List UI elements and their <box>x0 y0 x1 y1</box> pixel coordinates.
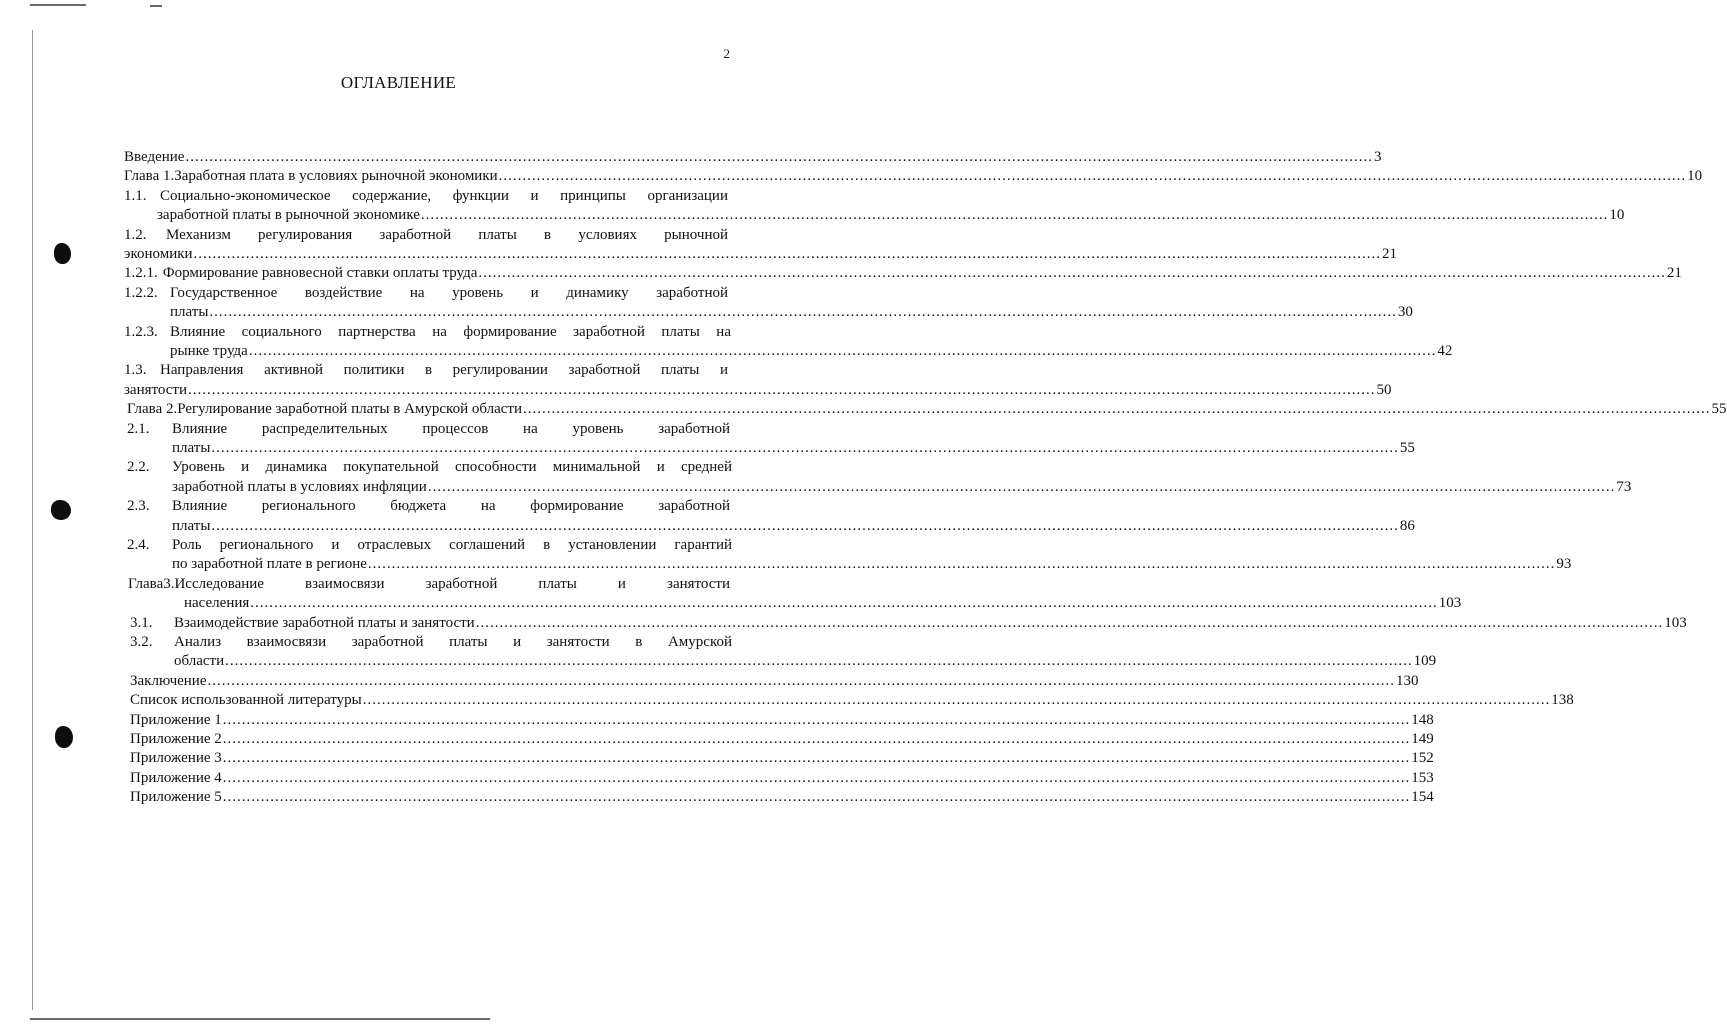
scan-edge-bottom <box>30 1018 490 1020</box>
toc-entry-2-2 <box>172 478 1632 497</box>
toc-entry-references <box>130 691 1574 710</box>
toc-entry-number: 2.1. <box>127 420 150 437</box>
toc-entry-text: Введение <box>124 149 185 165</box>
toc-leader: .......................................................................................................................................................................................................................................................... <box>185 149 1373 165</box>
punch-hole-3 <box>55 726 73 748</box>
toc-leader: .......................................................................................................................................................................................................................................................... <box>248 343 1437 359</box>
toc-entry-text: Глава 1.Заработная плата в условиях рыночной экономики <box>124 168 498 185</box>
toc-page-number: 109 <box>1413 653 1437 670</box>
toc-leader: .......................................................................................................................................................................................................................................................... <box>498 168 1687 185</box>
toc-page-number: 152 <box>1411 750 1434 767</box>
toc-page-number: 10 <box>1609 207 1625 224</box>
toc-page-number: 93 <box>1556 556 1572 573</box>
toc-leader: .......................................................................................................................................................................................................................................................... <box>222 711 1411 728</box>
page-number: 2 <box>723 46 730 61</box>
toc-leader: .......................................................................................................................................................................................................................................................... <box>222 731 1411 747</box>
toc-entry-1-2-2 <box>170 303 1413 322</box>
toc-entry-text: Формирование равновесной ставки оплаты труда <box>162 265 478 282</box>
toc-page-number: 148 <box>1411 711 1434 728</box>
toc-entry-text: области <box>174 653 225 670</box>
toc-entry-text: заработной платы в рыночной экономике <box>157 207 420 224</box>
toc-page-number: 10 <box>1687 168 1703 185</box>
toc-entry-text-line: Направления активной политики в регулировании заработной платы и <box>160 362 728 379</box>
toc-entry-text: по заработной плате в регионе <box>172 556 367 573</box>
toc-entry-text: занятости <box>124 381 187 398</box>
toc-leader: .......................................................................................................................................................................................................................................................... <box>523 401 1711 418</box>
scan-edge-left <box>32 30 33 1010</box>
toc-entry-3-1 <box>174 614 1687 633</box>
toc-entry-text: Заключение <box>130 672 207 689</box>
toc-entry-text: Глава 2.Регулирование заработной платы в Амурской области <box>127 401 523 418</box>
toc-leader: .......................................................................................................................................................................................................................................................... <box>211 517 1399 534</box>
toc-leader: .......................................................................................................................................................................................................................................................... <box>225 653 1413 670</box>
scan-edge-top-mark <box>150 5 162 7</box>
toc-entry-1-3 <box>124 381 1392 400</box>
toc-entry-number: 1.2.3. <box>124 323 158 340</box>
toc-entry-number: 1.2.2. <box>124 284 158 301</box>
toc-entry-text-line: Государственное воздействие на уровень и динамику заработной <box>170 284 728 301</box>
toc-entry-appendix-3 <box>130 749 1434 768</box>
toc-leader: .......................................................................................................................................................................................................................................................... <box>475 614 1664 631</box>
toc-entry-appendix-1 <box>130 711 1434 730</box>
toc-entry-appendix-5 <box>130 788 1434 807</box>
toc-page-number: 3 <box>1373 149 1382 165</box>
toc-entry-1-2-1 <box>124 264 1682 283</box>
toc-leader: .......................................................................................................................................................................................................................................................... <box>222 789 1411 806</box>
toc-entry-number: 1.1. <box>124 187 147 204</box>
toc-entry-text-line: Влияние социального партнерства на формирование заработной платы на <box>170 323 731 340</box>
toc-page-number: 130 <box>1396 672 1419 689</box>
toc-entry-text: Взаимодействие заработной платы и занятости <box>174 614 475 631</box>
toc-entry-3-2 <box>174 652 1437 671</box>
toc-entry-number: 3.2. <box>130 634 153 650</box>
toc-entry-number: 2.4. <box>127 537 150 553</box>
toc-page-number: 153 <box>1411 769 1434 786</box>
toc-page-number: 86 <box>1399 517 1415 534</box>
toc-entry-text: платы <box>170 304 209 321</box>
toc-entry-1-1 <box>157 206 1625 225</box>
toc-entry-text: Приложение 5 <box>130 789 222 806</box>
toc-entry-1-2 <box>124 245 1398 264</box>
toc-page-number: 55 <box>1711 401 1727 418</box>
toc-entry-number: 1.2. <box>124 226 147 243</box>
toc-entry-appendix-2 <box>130 730 1434 749</box>
toc-entry-chapter-3 <box>184 594 1462 613</box>
toc-page-number: 103 <box>1438 595 1462 612</box>
toc-entry-number: 1.3. <box>124 362 147 379</box>
toc-entry-text-line: Влияние распределительных процессов на уровень заработной <box>172 420 730 437</box>
toc-entry-text-line: Уровень и динамика покупательной способности минимальной и средней <box>172 459 732 476</box>
toc-entry-text: Приложение 4 <box>130 769 222 786</box>
toc-leader: .......................................................................................................................................................................................................................................................... <box>427 478 1616 495</box>
toc-leader: .......................................................................................................................................................................................................................................................... <box>367 556 1556 573</box>
scan-edge-top <box>30 4 86 6</box>
toc-entry-text-line: Роль регионального и отраслевых соглашений в установлении гарантий <box>172 537 732 553</box>
toc-entry-1-2-3 <box>170 342 1453 361</box>
toc-page-number: 55 <box>1399 440 1415 456</box>
toc-entry-number: 2.2. <box>127 459 150 476</box>
toc-leader: .......................................................................................................................................................................................................................................................... <box>222 769 1411 786</box>
toc-entry-chapter-2 <box>127 400 1727 419</box>
toc-entry-text: платы <box>172 517 211 534</box>
toc-entry-text: платы <box>172 440 211 456</box>
toc-leader: .......................................................................................................................................................................................................................................................... <box>207 672 1395 689</box>
toc-entry-2-4 <box>172 555 1572 574</box>
toc-entry-text: населения <box>184 595 250 612</box>
toc-entry-text-line: Влияние регионального бюджета на формирование заработной <box>172 498 730 515</box>
toc-entry-text-line: Анализ взаимосвязи заработной платы и занятости в Амурской <box>174 634 732 650</box>
toc-entry-text: заработной платы в условиях инфляции <box>172 478 427 495</box>
toc-leader: .......................................................................................................................................................................................................................................................... <box>187 381 1376 398</box>
toc-entry-number: 3.1. <box>130 614 153 631</box>
page-title: ОГЛАВЛЕНИЕ <box>340 73 457 92</box>
toc-entry-text-line: Глава3.Исследование взаимосвязи заработной платы и занятости <box>128 575 730 592</box>
toc-entry-number: 2.3. <box>127 498 150 515</box>
toc-leader: .......................................................................................................................................................................................................................................................... <box>209 304 1397 321</box>
toc-entry-text-line: Механизм регулирования заработной платы в условиях рыночной <box>166 226 728 243</box>
toc-entry-2-1 <box>172 439 1415 458</box>
toc-page-number: 154 <box>1411 789 1434 806</box>
toc-entry-text: Приложение 2 <box>130 731 222 747</box>
toc-page-number: 21 <box>1666 265 1682 282</box>
toc-entry-number: 1.2.1. <box>124 265 158 282</box>
punch-hole-1 <box>54 243 71 264</box>
toc-entry-2-3 <box>172 517 1415 536</box>
toc-entry-text: Приложение 3 <box>130 750 222 767</box>
toc-page-number: 21 <box>1382 246 1398 262</box>
toc-page-number: 50 <box>1376 381 1392 398</box>
toc-leader: .......................................................................................................................................................................................................................................................... <box>211 440 1399 456</box>
punch-hole-2 <box>51 500 71 520</box>
toc-entry-text: Приложение 1 <box>130 711 222 728</box>
toc-entry-conclusion <box>130 672 1419 691</box>
toc-leader: .......................................................................................................................................................................................................................................................... <box>478 265 1666 282</box>
toc-page-number: 73 <box>1616 478 1632 495</box>
toc-entry-intro <box>124 148 1382 167</box>
toc-leader: .......................................................................................................................................................................................................................................................... <box>420 207 1609 224</box>
toc-leader: .......................................................................................................................................................................................................................................................... <box>222 750 1411 767</box>
toc-page-number: 138 <box>1551 692 1574 709</box>
toc-entry-text-line: Социально-экономическое содержание, функции и принципы организации <box>160 187 728 204</box>
toc-entry-text: экономики <box>124 246 193 262</box>
toc-leader: .......................................................................................................................................................................................................................................................... <box>362 692 1551 709</box>
toc-entry-text: Список использованной литературы <box>130 692 362 709</box>
toc-entry-appendix-4 <box>130 769 1434 788</box>
toc-leader: .......................................................................................................................................................................................................................................................... <box>193 246 1382 262</box>
toc-page-number: 30 <box>1397 304 1413 321</box>
toc-page-number: 42 <box>1437 343 1453 359</box>
toc-entry-chapter-1 <box>124 167 1703 186</box>
toc-leader: .......................................................................................................................................................................................................................................................... <box>250 595 1438 612</box>
toc-page-number: 149 <box>1411 731 1434 747</box>
toc-page-number: 103 <box>1664 614 1687 631</box>
toc-entry-text: рынке труда <box>170 343 248 359</box>
